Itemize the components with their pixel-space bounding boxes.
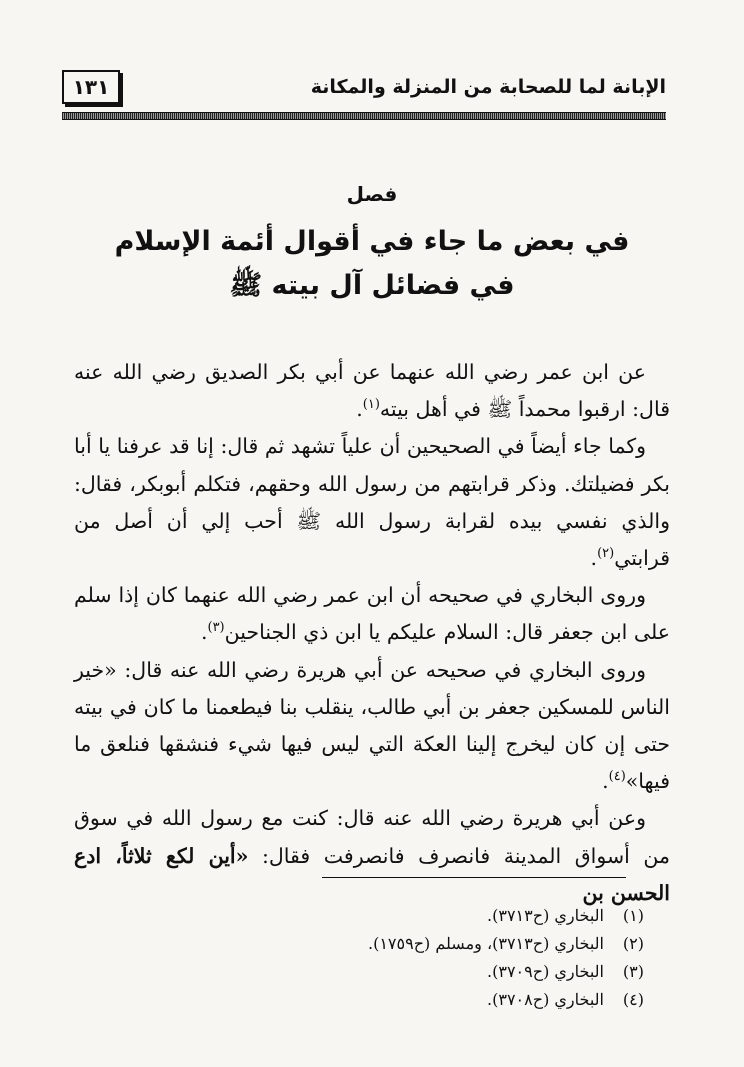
footnote-text: البخاري (ح٣٧٠٩). <box>487 962 604 981</box>
header-rule <box>62 112 666 120</box>
page-number <box>62 70 120 104</box>
footnote-3 <box>104 958 644 986</box>
footnote-text: البخاري (ح٣٧٠٨). <box>487 990 604 1009</box>
paragraph-4-end: . <box>602 769 609 794</box>
chapter-heading <box>0 182 744 206</box>
footnote-text: البخاري (ح٣٧١٣). <box>487 906 604 925</box>
paragraph-5-text: وعن أبي هريرة رضي الله عنه قال: كنت مع رسول الله في سوق من أسواق المدينة فانصرف فانصرفت فقال: <box>74 806 670 868</box>
footnote-number: (١) <box>622 906 644 925</box>
footnote-text: البخاري (ح٣٧١٣)، ومسلم (ح١٧٥٩). <box>367 934 604 953</box>
running-title: الإبانة لما للصحابة من المنزلة والمكانة <box>310 76 666 98</box>
paragraph-2 <box>74 428 670 577</box>
footnote-2 <box>104 930 644 958</box>
section-title-line-1: في بعض ما جاء في أقوال أئمة الإسلام <box>114 226 630 257</box>
paragraph-3-end: . <box>200 620 208 645</box>
chapter-word-text: فصل <box>346 182 398 206</box>
footnote-ref-4: (٤) <box>608 769 626 785</box>
paragraph-5-bold-text: «أين لكع ثلاثاً، ادع الحسن بن <box>74 843 670 905</box>
footnote-number: (٢) <box>622 934 644 953</box>
paragraph-5 <box>74 800 670 912</box>
footnote-ref-2: (٢) <box>597 546 615 562</box>
footnote-ref-3: (٣) <box>207 620 225 636</box>
page-header <box>62 62 666 116</box>
footnote-4 <box>104 986 644 1014</box>
footnote-number: (٤) <box>622 990 644 1009</box>
paragraph-2-text: وكما جاء أيضاً في الصحيحين أن علياً تشهد ثم قال: إنا قد عرفنا يا أبا بكر فضيلتك. وذكر قرابتهم من رسول الله وحقهم، فتكلم أبوبكر، فقال: والذي نفسي بيده لقرابة رسول الله ﷺ أحب إلي أن أصل من قرابتي <box>74 434 670 571</box>
section-title-line-2: في فضائل آل بيته ﷺ <box>229 270 515 301</box>
footnote-separator <box>322 877 626 878</box>
footnote-number: (٣) <box>622 962 644 981</box>
footnote-1 <box>104 902 644 930</box>
footnotes <box>104 902 644 1014</box>
paragraph-2-end: . <box>590 546 598 571</box>
body-text <box>74 354 670 912</box>
paragraph-1-text: عن ابن عمر رضي الله عنهما عن أبي بكر الصديق رضي الله عنه قال: ارقبوا محمداً ﷺ في أهل بيته <box>74 360 670 422</box>
paragraph-4 <box>74 652 670 801</box>
paragraph-1 <box>74 354 670 428</box>
paragraph-3-text: وروى البخاري في صحيحه أن ابن عمر رضي الله عنهما كان إذا سلم على ابن جعفر قال: السلام عليكم يا ابن ذي الجناحين <box>74 583 670 645</box>
footnote-ref-1: (١) <box>362 397 380 413</box>
paragraph-4-text: وروى البخاري في صحيحه عن أبي هريرة رضي الله عنه قال: «خير الناس للمسكين جعفر بن أبي طالب، ينقلب بنا فيطعمنا ما كان في بيته حتى إن كان ليخرج إلينا العكة التي ليس فيها شيء فنشقها فنلعق ما فيها» <box>74 657 670 794</box>
page-number-text: ١٣١ <box>72 75 110 99</box>
paragraph-1-end: . <box>356 397 363 422</box>
paragraph-3 <box>74 577 670 651</box>
